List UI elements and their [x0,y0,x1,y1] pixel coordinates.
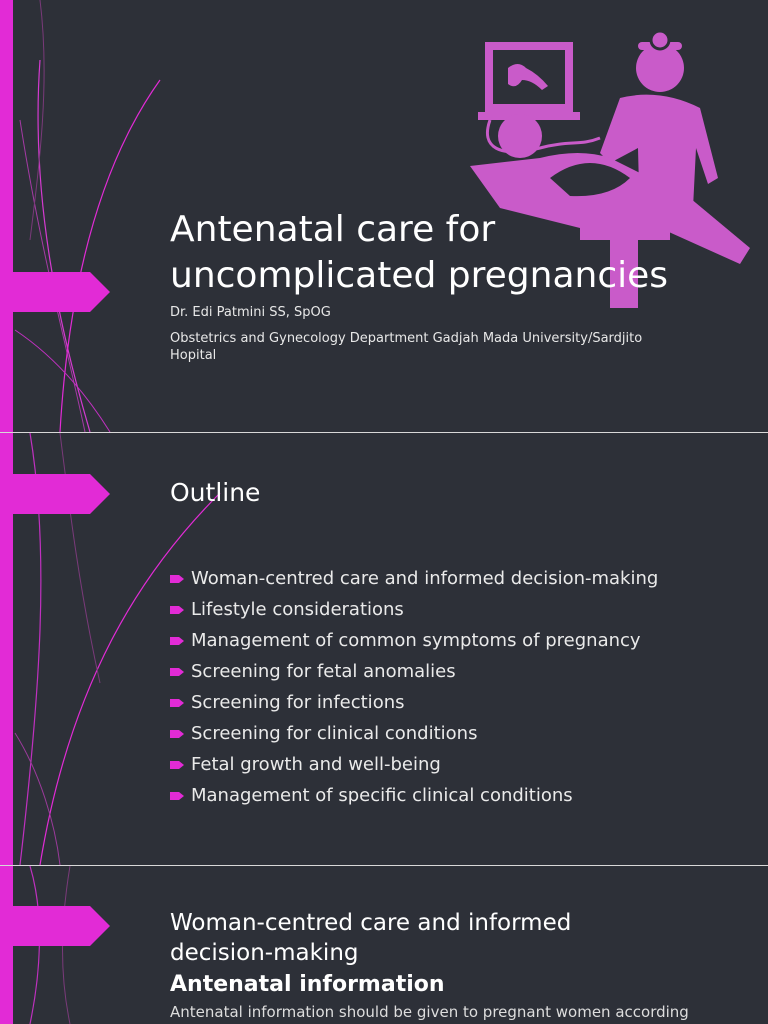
slide3-body-text: Antenatal information should be given to pregnant women according [170,1003,689,1021]
arrow-bullet-icon [170,760,184,770]
arrow-bullet-icon [170,667,184,677]
accent-arrow [0,272,110,312]
accent-arrow [0,474,110,514]
list-item: Screening for fetal anomalies [170,661,658,692]
accent-arrow [0,906,110,946]
slide3-subtitle: Antenatal information [170,972,445,997]
slide3-title: Woman-centred care and informed decision-making [170,910,572,966]
outline-list [170,568,658,816]
list-item: Management of common symptoms of pregnancy [170,630,658,661]
slide-title: Antenatal care for uncomplicated pregnancies [170,209,669,296]
list-item: Fetal growth and well-being [170,754,658,785]
list-item: Management of specific clinical conditions [170,785,658,816]
title-slide [0,0,768,432]
arrow-bullet-icon [170,636,184,646]
accent-bar [0,0,13,432]
arrow-bullet-icon [170,605,184,615]
list-item: Lifestyle considerations [170,599,658,630]
outline-title: Outline [170,478,261,507]
arrow-bullet-icon [170,698,184,708]
arrow-bullet-icon [170,791,184,801]
affiliation: Obstetrics and Gynecology Department Gadjah Mada University/Sardjito Hopital [170,331,643,363]
list-item: Woman-centred care and informed decision-making [170,568,658,599]
arrow-bullet-icon [170,729,184,739]
list-item: Screening for infections [170,692,658,723]
author-name: Dr. Edi Patmini SS, SpOG [170,305,331,320]
list-item: Screening for clinical conditions [170,723,658,754]
arrow-bullet-icon [170,574,184,584]
